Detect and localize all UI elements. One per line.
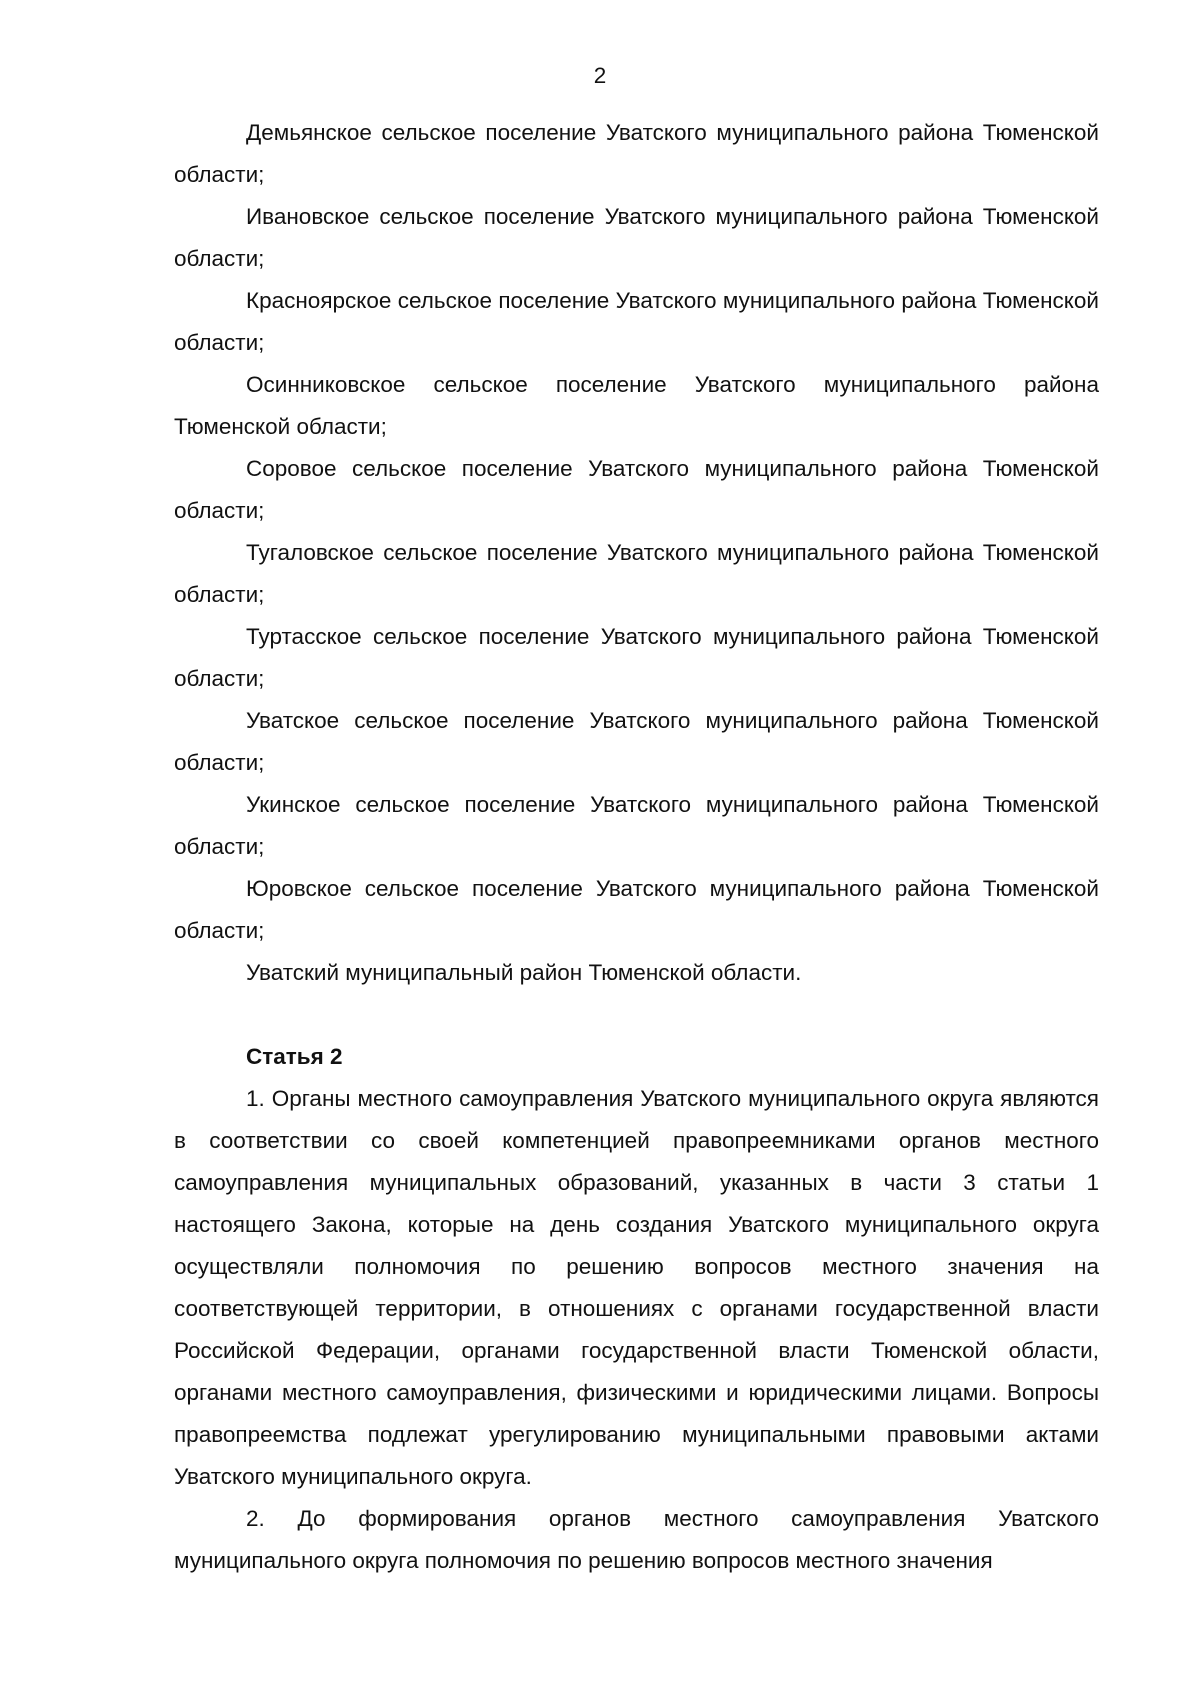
settlement-item: Юровское сельское поселение Уватского муниципального района Тюменской области; <box>174 876 1099 943</box>
settlement-item: Ивановское сельское поселение Уватского муниципального района Тюменской области; <box>174 204 1099 271</box>
settlement-item: Тугаловское сельское поселение Уватского муниципального района Тюменской области; <box>174 540 1099 607</box>
document-body <box>174 112 1099 1582</box>
article-paragraph: 2. До формирования органов местного самоуправления Уватского муниципального округа полномочия по решению вопросов местного значения <box>174 1506 1099 1573</box>
article-heading: Статья 2 <box>246 1044 343 1069</box>
settlement-item: Осинниковское сельское поселение Уватского муниципального района Тюменской области; <box>174 372 1099 439</box>
article-paragraph: 1. Органы местного самоуправления Уватского муниципального округа являются в соответствии со своей компетенцией правопреемниками органов местного самоуправления муниципальных образований, указанных в части 3 статьи 1 настоящего Закона, которые на день создания Уватского муниципального округа осуществляли полномочия по решению вопросов местного значения на соответствующей территории, в отношениях с органами государственной власти Российской Федерации, органами государственной власти Тюменской области, органами местного самоуправления, физическими и юридическими лицами. Вопросы правопреемства подлежат урегулированию муниципальными правовыми актами Уватского муниципального округа. <box>174 1086 1099 1489</box>
settlement-item: Красноярское сельское поселение Уватского муниципального района Тюменской области; <box>174 288 1099 355</box>
settlement-item: Уватское сельское поселение Уватского муниципального района Тюменской области; <box>174 708 1099 775</box>
district-item: Уватский муниципальный район Тюменской области. <box>246 960 802 985</box>
settlement-item: Соровое сельское поселение Уватского муниципального района Тюменской области; <box>174 456 1099 523</box>
settlement-item: Туртасское сельское поселение Уватского муниципального района Тюменской области; <box>174 624 1099 691</box>
settlement-item: Демьянское сельское поселение Уватского муниципального района Тюменской области; <box>174 120 1099 187</box>
settlement-item: Укинское сельское поселение Уватского муниципального района Тюменской области; <box>174 792 1099 859</box>
page-number: 2 <box>593 63 607 88</box>
